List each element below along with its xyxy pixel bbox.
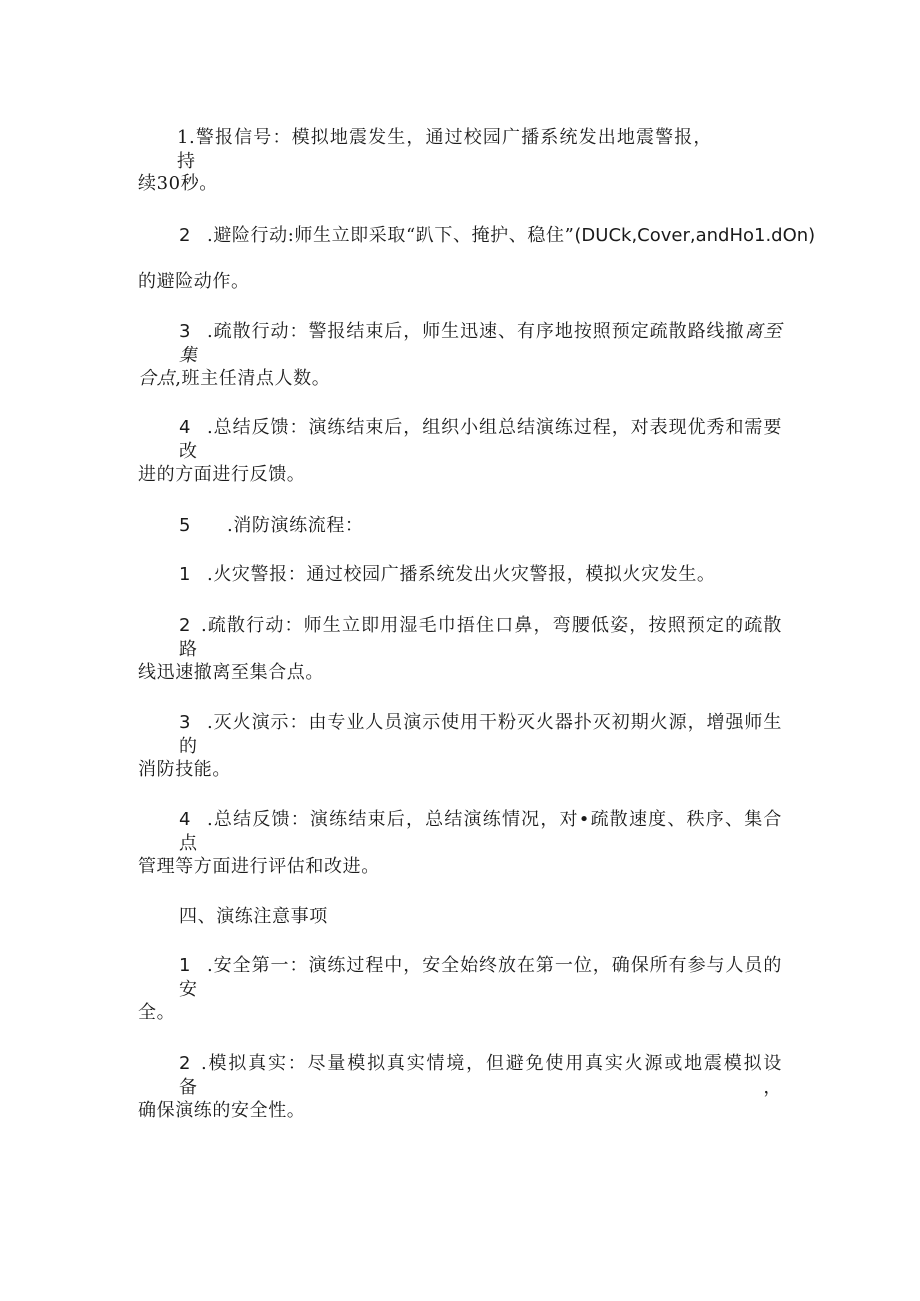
- paragraph-8-line-2: [138, 758, 231, 782]
- paragraph-8-line-1: [179, 711, 782, 759]
- paragraph-1-line-1: [177, 126, 712, 174]
- paragraph-11-continuation: 全。: [138, 1002, 176, 1023]
- section-heading-text: 四、演练注意事项: [179, 906, 328, 927]
- paragraph-3-italic-continuation: 合点: [138, 368, 176, 389]
- paragraph-9-line-1: [179, 808, 782, 856]
- section-heading: [179, 905, 328, 929]
- paragraph-5-line-1: [179, 514, 364, 538]
- paragraph-11-line-1: [179, 954, 782, 1002]
- paragraph-12-number: 2: [179, 1053, 192, 1074]
- paragraph-7-line-2: [138, 661, 324, 685]
- paragraph-7-line-1: [179, 614, 782, 662]
- paragraph-4-line-2: [138, 463, 305, 487]
- paragraph-6-number: 1: [179, 564, 192, 585]
- paragraph-11-line-2: [138, 1001, 175, 1025]
- paragraph-1-text: 1.警报信号：模拟地震发生，通过校园广播系统发出地震警报，持: [177, 127, 712, 172]
- paragraph-4-continuation: 进的方面进行反馈。: [138, 464, 306, 485]
- paragraph-6-text: .火灾警报：通过校园广播系统发出火灾警报，模拟火灾发生。: [207, 564, 716, 585]
- paragraph-9-line-2: [138, 855, 380, 879]
- paragraph-2-continuation: 的避险动作。: [138, 271, 250, 292]
- paragraph-4-line-1: [179, 416, 782, 464]
- paragraph-2-number: 2: [179, 225, 192, 246]
- paragraph-5-text: .消防演练流程：: [227, 515, 364, 536]
- paragraph-2-text: .避险行动:师生立即采取“趴下、掩护、稳住”: [207, 225, 575, 246]
- paragraph-12-continuation: 确保演练的安全性。: [138, 1100, 306, 1121]
- paragraph-2-line-1: [179, 224, 815, 248]
- paragraph-8-continuation: 消防技能。: [138, 759, 231, 780]
- paragraph-1-continuation: 续30秒。: [138, 173, 218, 194]
- paragraph-12-text: .模拟真实：尽量模拟真实情境，但避免使用真实火源或地震模拟设备，: [179, 1053, 782, 1098]
- paragraph-12-line-2: [138, 1099, 305, 1123]
- paragraph-11-number: 1: [179, 955, 192, 976]
- paragraph-11-text: .安全第一：演练过程中，安全始终放在第一位，确保所有参与人员的安: [179, 955, 782, 1000]
- paragraph-3-text: .疏散行动：警报结束后，师生迅速、有序地按照预定疏散路线撤: [207, 321, 745, 342]
- paragraph-4-text: .总结反馈：演练结束后，组织小组总结演练过程，对表现优秀和需要改: [179, 417, 782, 462]
- paragraph-3-italic-text: 离至集: [179, 321, 782, 366]
- paragraph-12-line-1: [179, 1052, 782, 1100]
- paragraph-5-number: 5: [179, 515, 192, 536]
- paragraph-7-continuation: 线迅速撤离至集合点。: [138, 662, 324, 683]
- paragraph-9-continuation: 管理等方面进行评估和改进。: [138, 856, 380, 877]
- paragraph-3-line-2: [138, 367, 330, 391]
- paragraph-3-number: 3: [179, 321, 192, 342]
- paragraph-7-text: .疏散行动：师生立即用湿毛巾捂住口鼻，弯腰低姿，按照预定的疏散路: [179, 615, 782, 660]
- paragraph-4-number: 4: [179, 417, 192, 438]
- paragraph-1-line-2: [138, 172, 218, 196]
- paragraph-3-line-1: [179, 320, 782, 368]
- paragraph-2-latin-text: (DUCk,Cover,andHo1.dOn): [574, 225, 816, 246]
- paragraph-3-continuation: ,班主任清点人数。: [175, 368, 331, 389]
- paragraph-6-line-1: [179, 563, 716, 587]
- paragraph-2-line-2: [138, 270, 250, 294]
- paragraph-7-number: 2: [179, 615, 192, 636]
- paragraph-9-number: 4: [179, 809, 192, 830]
- paragraph-8-text: .灭火演示：由专业人员演示使用干粉灭火器扑灭初期火源，增强师生的: [179, 712, 782, 757]
- paragraph-8-number: 3: [179, 712, 192, 733]
- paragraph-9-text: .总结反馈：演练结束后，总结演练情况，对•疏散速度、秩序、集合点: [179, 809, 782, 854]
